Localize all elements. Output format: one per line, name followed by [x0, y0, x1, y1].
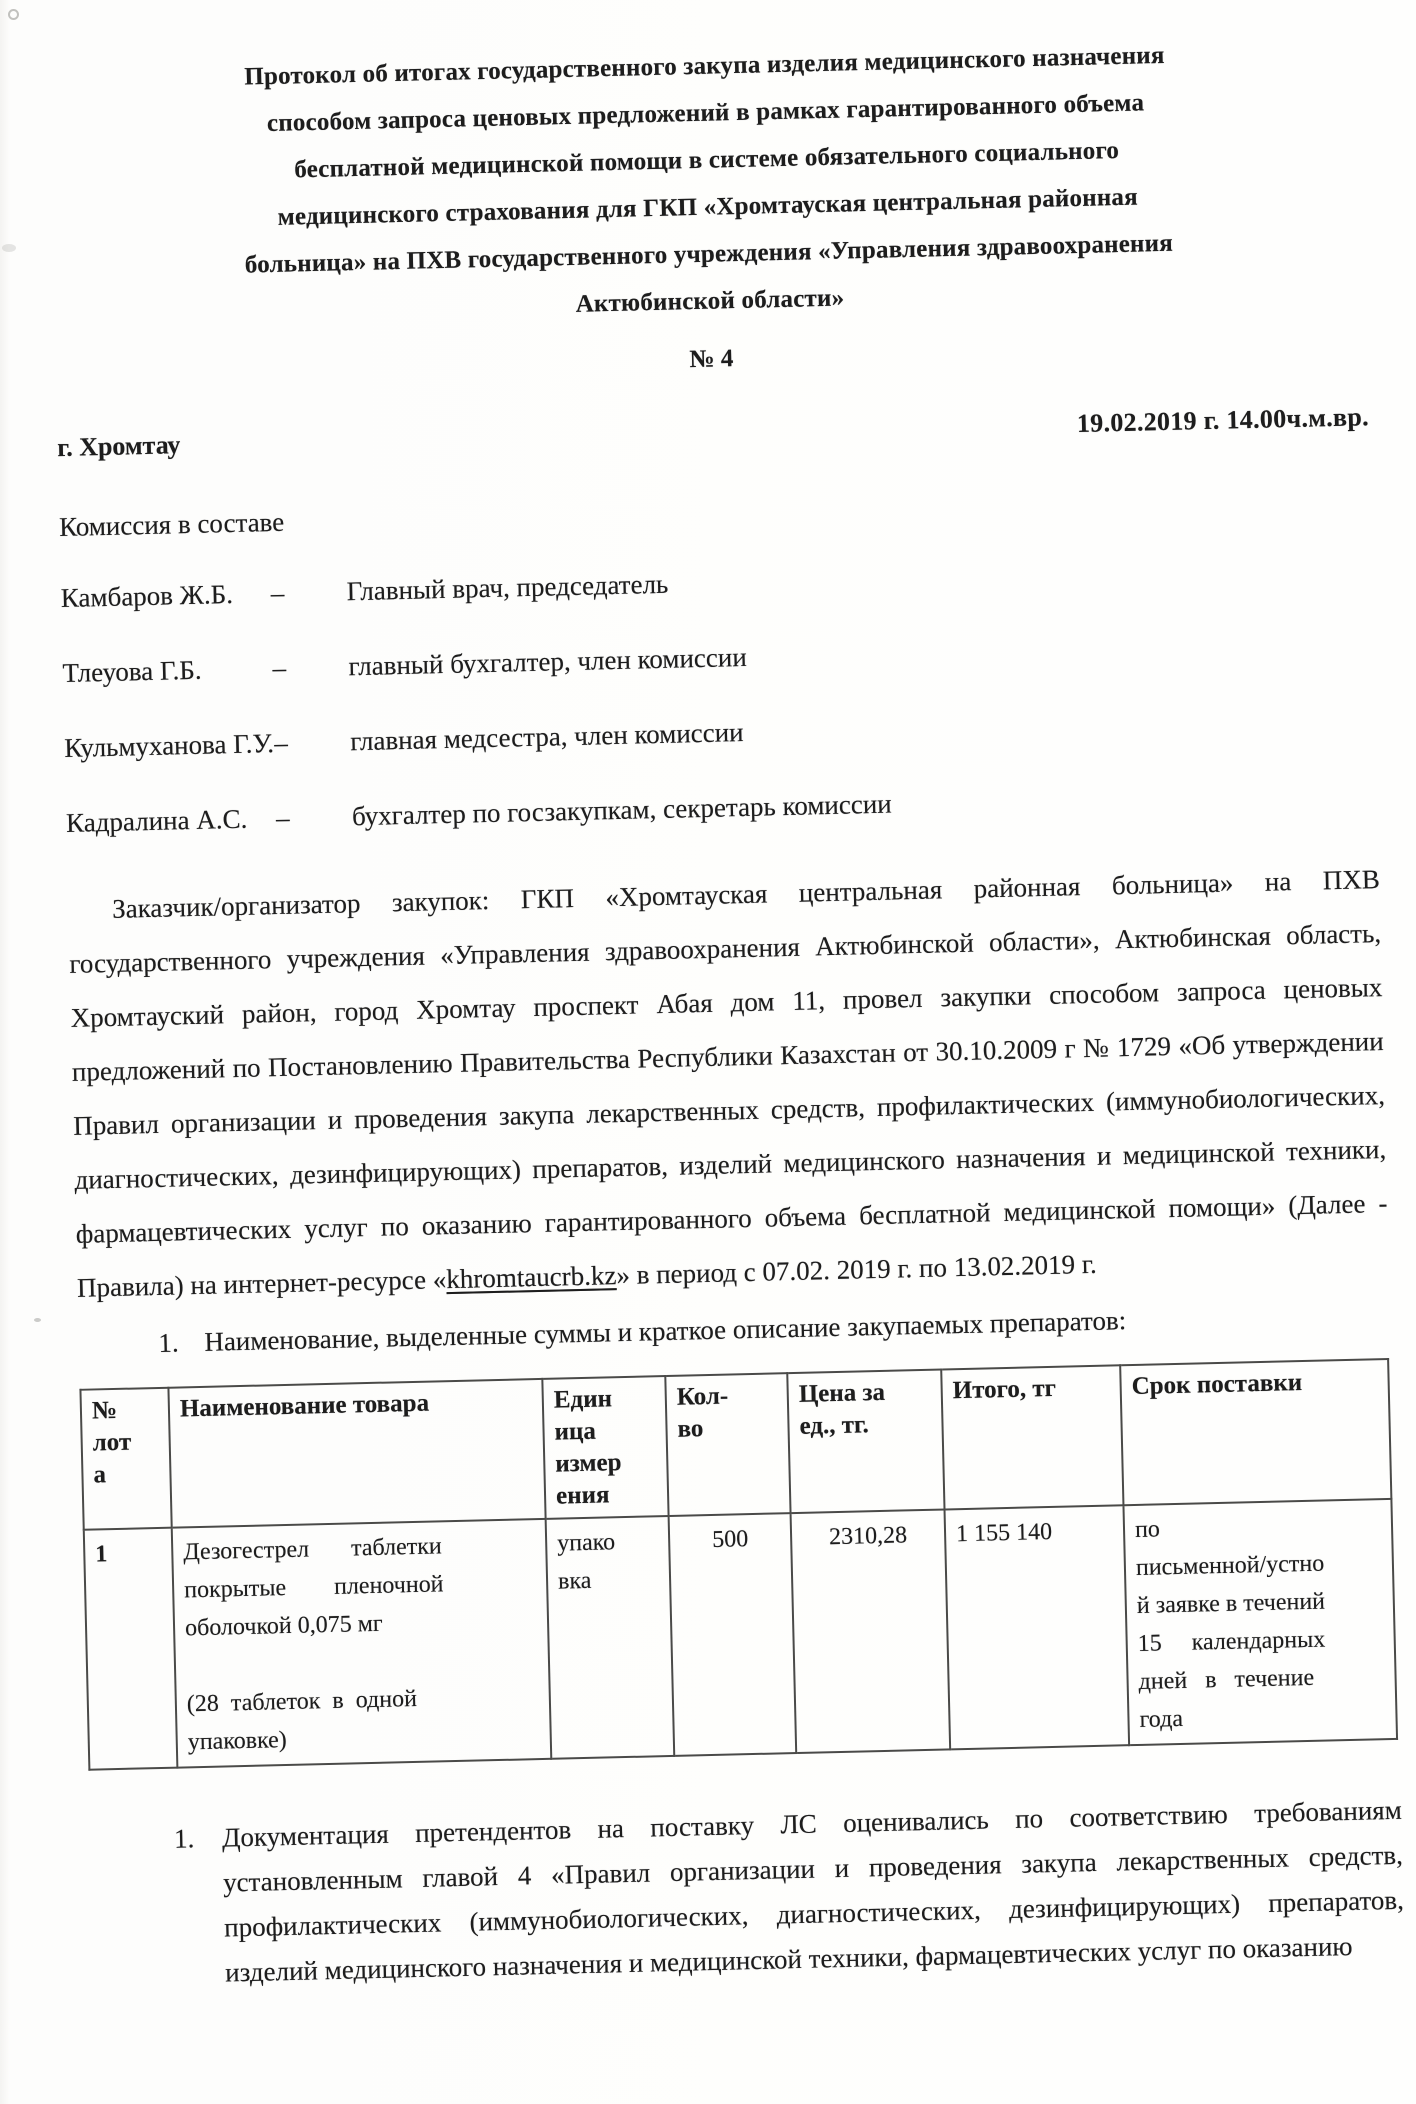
dash-separator: –: [270, 577, 285, 609]
col-header-unit: Един ица измер ения: [542, 1376, 668, 1519]
title-line: способом запроса ценовых предложений в рамках гарантированного объема: [266, 89, 1145, 138]
customer-paragraph-text: Заказчик/организатор закупок: ГКП «Хромтауская центральная районная больница» на ПХВ государственного учреждения «Управления здравоохранения Актюбинской области», Актюбинская область, Хромтауский район, город Хромтау проспект Абая дом 11, провел закупки способом запроса ценовых предложений по Постановлению Правительства Республики Казахстан от 30.10.2009 г № 1729 «Об утверждении Правил организации и проведения закупа лекарственных средств, профилактических (иммунобиологических, диагностических, дезинфицирующих) препаратов, изделий медицинского назначения и медицинской техники, фармацевтических услуг по оказанию гарантированного объема бесплатной медицинской помощи» (Далее - Правила) на интернет-ресурсе «: [69, 864, 1388, 1303]
place-date-row: [57, 402, 1369, 463]
date-time-label: 19.02.2019 г. 14.00ч.м.вр.: [1076, 402, 1370, 439]
title-line: больница» на ПХВ государственного учреждения «Управления здравоохранения: [244, 229, 1174, 279]
col-header-unit-price: Цена за ед., тг.: [787, 1370, 944, 1514]
commission-member-row: [64, 702, 1376, 764]
customer-paragraph-text: » в период с 07.02. 2019 г. по 13.02.2019 г.: [616, 1248, 1097, 1291]
cell-unit: упако вка: [546, 1516, 675, 1759]
commission-member-row: [62, 627, 1374, 689]
cell-total: 1 155 140: [945, 1505, 1130, 1749]
scan-artifact: [8, 9, 19, 20]
list-marker: 1.: [173, 1823, 195, 1854]
website-link: khromtaucrb.kz: [445, 1260, 617, 1295]
commission-heading: Комиссия в составе: [58, 506, 285, 543]
col-header-quantity: Кол- во: [665, 1373, 790, 1516]
commission-member-row: [60, 552, 1372, 614]
col-header-lot-number: № лот а: [80, 1388, 171, 1530]
list-marker: 1.: [158, 1327, 179, 1358]
commission-list: [60, 552, 1378, 839]
col-header-total: Итого, тг: [941, 1365, 1123, 1509]
member-role: бухгалтер по госзакупкам, секретарь комиссии: [351, 788, 892, 832]
cell-quantity: 500: [669, 1513, 797, 1756]
section-list-text: Наименование, выделенные суммы и краткое описание закупаемых препаратов:: [204, 1305, 1127, 1357]
lot-table: [79, 1358, 1398, 1771]
cell-lot-number: 1: [84, 1528, 178, 1770]
member-name: Камбаров Ж.Б.: [60, 578, 234, 614]
table-row: [84, 1499, 1397, 1770]
cell-unit-price: 2310,28: [791, 1509, 951, 1753]
title-line: Актюбинской области»: [575, 284, 845, 318]
scan-artifact: [34, 1318, 41, 1322]
dash-separator: –: [272, 652, 287, 684]
dash-separator: –: [275, 802, 290, 834]
title-line: Протокол об итогах государственного закупа изделия медицинского назначения: [243, 41, 1165, 91]
dash-separator: –: [273, 727, 289, 759]
commission-member-row: [66, 777, 1378, 839]
protocol-number: № 4: [689, 345, 734, 374]
member-role: главный бухгалтер, член комиссии: [348, 641, 748, 682]
document-title: [48, 27, 1366, 340]
member-name: Кульмуханова Г.У.: [63, 728, 275, 763]
title-line: медицинского страхования для ГКП «Хромтауская центральная районная: [277, 183, 1139, 231]
member-role: главная медсестра, член комиссии: [349, 716, 744, 757]
evaluation-list-text: Документация претендентов на поставку ЛС оценивались по соответствию требованиям установленным главой 4 «Правил организации и проведения закупа лекарственных средств, профилактических (иммунобиологических, диагностических, дезинфицирующих) препаратов, изделий медицинского назначения и медицинской техники, фармацевтических услуг по оказанию: [221, 1794, 1405, 1988]
customer-paragraph: [68, 852, 1390, 1315]
member-name: Кадралина А.С.: [65, 803, 248, 838]
city-label: г. Хромтау: [56, 430, 181, 463]
member-role: Главный врач, председатель: [346, 568, 669, 607]
scan-artifact: [2, 244, 16, 252]
evaluation-list-item: [90, 1788, 1406, 1999]
col-header-delivery-term: Срок поставки: [1120, 1359, 1391, 1505]
member-name: Тлеуова Г.Б.: [62, 654, 202, 689]
document-content: [48, 27, 1405, 1998]
col-header-product-name: Наименование товара: [168, 1379, 545, 1528]
title-line: бесплатной медицинской помощи в системе обязательного социального: [293, 136, 1120, 184]
cell-product-name: Дезогестрел таблетки покрытые пленочной оболочкой 0,075 мг (28 таблеток в одной упаковке): [172, 1519, 552, 1768]
cell-delivery-term: по письменной/устно й заявке в течений 15 календарных дней в течение года: [1123, 1499, 1397, 1745]
